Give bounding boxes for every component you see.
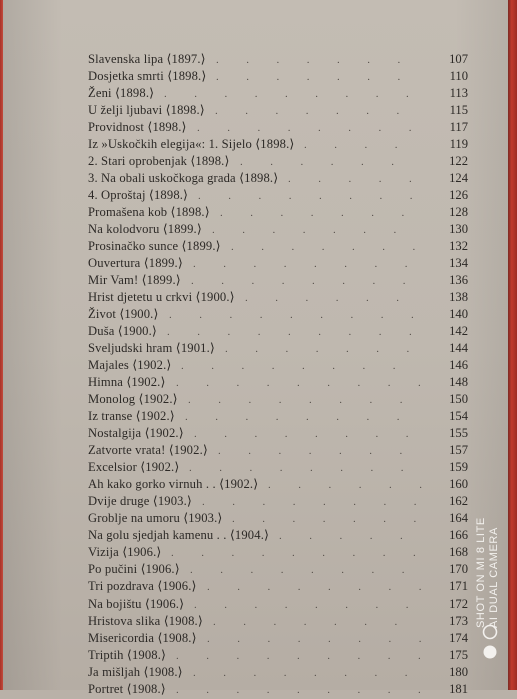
toc-entry-title: Monolog ⟨1902.⟩ <box>88 392 178 407</box>
toc-entry-title: Misericordia ⟨1908.⟩ <box>88 630 197 645</box>
toc-entry <box>88 561 468 578</box>
leader-dots <box>176 647 422 665</box>
toc-entry <box>88 323 468 340</box>
toc-entry-title: Hristova slika ⟨1908.⟩ <box>88 613 203 628</box>
leader-dots <box>197 119 422 137</box>
leader-dots <box>240 153 422 171</box>
toc-entry-page: 170 <box>449 562 468 577</box>
toc-entry-title: Ja mišljah ⟨1908.⟩ <box>88 664 183 679</box>
toc-entry <box>88 255 468 272</box>
toc-entry-page: 150 <box>449 392 468 407</box>
toc-entry <box>88 306 468 323</box>
toc-entry-page: 168 <box>449 545 468 560</box>
leader-dots <box>190 561 422 579</box>
leader-dots <box>164 85 422 103</box>
toc-entry-title: Groblje na umoru ⟨1903.⟩ <box>88 511 223 526</box>
leader-dots <box>216 51 422 69</box>
toc-entry <box>88 204 468 221</box>
toc-entry-title: Duša ⟨1900.⟩ <box>88 324 157 339</box>
toc-entry-title: Vizija ⟨1906.⟩ <box>88 545 162 560</box>
leader-dots <box>193 664 422 682</box>
toc-entry-title: Portret ⟨1908.⟩ <box>88 681 166 696</box>
toc-entry-title: Prosinačko sunce ⟨1899.⟩ <box>88 239 221 254</box>
toc-entry-title: Na bojištu ⟨1906.⟩ <box>88 596 185 611</box>
toc-entry-title: Triptih ⟨1908.⟩ <box>88 647 167 662</box>
toc-entry-title: 4. Oproštaj ⟨1898.⟩ <box>88 188 189 203</box>
toc-entry-page: 166 <box>449 528 468 543</box>
leader-dots <box>185 408 422 426</box>
toc-entry-page: 119 <box>449 137 468 152</box>
toc-entry-title: Ouvertura ⟨1899.⟩ <box>88 256 183 271</box>
leader-dots <box>225 340 422 358</box>
toc-entry-page: 138 <box>449 290 468 305</box>
toc-entry <box>88 391 468 408</box>
toc-entry <box>88 647 468 664</box>
leader-dots <box>232 510 422 528</box>
toc-entry-page: 172 <box>449 596 468 611</box>
leader-dots <box>279 527 422 545</box>
toc-entry <box>88 85 468 102</box>
watermark-line-1: SHOT ON MI 8 LITE <box>475 517 487 628</box>
toc-entry-title: Excelsior ⟨1902.⟩ <box>88 460 180 475</box>
leader-dots <box>193 255 422 273</box>
leader-dots <box>176 374 422 392</box>
watermark-line-2: AI DUAL CAMERA <box>488 527 500 628</box>
toc-entry-title: Hrist djetetu u crkvi ⟨1900.⟩ <box>88 290 235 305</box>
toc-entry <box>88 408 468 425</box>
toc-entry <box>88 136 468 153</box>
toc-entry <box>88 68 468 85</box>
toc-entry-title: Iz »Uskočkih elegija«: 1. Sijelo ⟨1898.⟩ <box>88 137 295 152</box>
toc-entry <box>88 613 468 630</box>
toc-entry-page: 155 <box>449 426 468 441</box>
toc-entry-page: 159 <box>449 460 468 475</box>
toc-entry <box>88 527 468 544</box>
toc-entry-page: 124 <box>449 171 468 186</box>
toc-entry-page: 175 <box>449 647 468 662</box>
toc-entry <box>88 596 468 613</box>
toc-entry <box>88 340 468 357</box>
leader-dots <box>288 170 422 188</box>
toc-entry-page: 180 <box>449 664 468 679</box>
toc-entry <box>88 289 468 306</box>
leader-dots <box>218 442 422 460</box>
toc-entry-title: Slavenska lipa ⟨1897.⟩ <box>88 52 206 66</box>
toc-entry-title: Majales ⟨1902.⟩ <box>88 358 172 373</box>
toc-entry <box>88 630 468 647</box>
leader-dots <box>213 613 422 631</box>
toc-entry-page: 148 <box>449 375 468 390</box>
toc-entry-title: Na kolodvoru ⟨1899.⟩ <box>88 222 202 237</box>
toc-entry-page: 117 <box>449 120 468 135</box>
toc-entry <box>88 187 468 204</box>
toc-entry-title: Promašena kob ⟨1898.⟩ <box>88 205 210 220</box>
camera-watermark <box>475 500 515 670</box>
toc-entry-page: 128 <box>449 205 468 220</box>
toc-entry <box>88 119 468 136</box>
toc-entry-title: Na golu sjedjah kamenu . . ⟨1904.⟩ <box>88 528 270 543</box>
toc-entry-title: Ah kako gorko virnuh . . ⟨1902.⟩ <box>88 477 259 492</box>
toc-entry <box>88 170 468 187</box>
toc-entry-page: 136 <box>449 273 468 288</box>
toc-entry-page: 122 <box>449 154 468 169</box>
toc-entry-page: 174 <box>449 630 468 645</box>
toc-entry <box>88 221 468 238</box>
leader-dots <box>171 544 422 562</box>
toc-entry <box>88 238 468 255</box>
toc-entry <box>88 510 468 527</box>
toc-entry-title: U želji ljubavi ⟨1898.⟩ <box>88 103 205 118</box>
toc-entry-page: 144 <box>449 341 468 356</box>
toc-entry-page: 130 <box>449 222 468 237</box>
toc-entry-page: 115 <box>449 103 468 118</box>
leader-dots <box>207 630 422 648</box>
leader-dots <box>245 289 422 307</box>
toc-entry-title: 2. Stari oprobenjak ⟨1898.⟩ <box>88 154 230 169</box>
toc-entry <box>88 681 468 698</box>
leader-dots <box>167 323 422 341</box>
watermark-logo-icon <box>478 624 502 662</box>
leader-dots <box>191 272 422 290</box>
toc-entry-title: 3. Na obali uskočkoga grada ⟨1898.⟩ <box>88 171 279 186</box>
toc-entry-title: Sveljudski hram ⟨1901.⟩ <box>88 341 215 356</box>
leader-dots <box>215 102 422 120</box>
leader-dots <box>231 238 422 256</box>
toc-entry-page: 160 <box>449 477 468 492</box>
toc-entry-title: Ženi ⟨1898.⟩ <box>88 86 155 101</box>
toc-entry-title: Po pučini ⟨1906.⟩ <box>88 562 180 577</box>
toc-entry-page: 173 <box>449 613 468 628</box>
leader-dots <box>189 459 422 477</box>
toc-entry-page: 164 <box>449 511 468 526</box>
toc-entry-page: 162 <box>449 494 468 509</box>
toc-entry <box>88 493 468 510</box>
toc-entry-title: Zatvorte vrata! ⟨1902.⟩ <box>88 443 208 458</box>
toc-entry-title: Tri pozdrava ⟨1906.⟩ <box>88 579 197 594</box>
toc-entry <box>88 102 468 119</box>
toc-entry <box>88 578 468 595</box>
toc-entry <box>88 272 468 289</box>
table-of-contents <box>88 51 468 698</box>
toc-entry-title: Himna ⟨1902.⟩ <box>88 375 166 390</box>
toc-entry-page: 181 <box>449 681 468 696</box>
toc-entry <box>88 544 468 561</box>
toc-entry-page: 171 <box>449 579 468 594</box>
toc-entry-page: 113 <box>449 86 468 101</box>
leader-dots <box>202 493 422 511</box>
toc-entry-page: 107 <box>449 52 468 66</box>
leader-dots <box>194 425 422 443</box>
leader-dots <box>198 187 422 205</box>
leader-dots <box>212 221 422 239</box>
toc-entry-page: 142 <box>449 324 468 339</box>
toc-entry-page: 146 <box>449 358 468 373</box>
toc-entry-page: 132 <box>449 239 468 254</box>
leader-dots <box>304 136 422 154</box>
toc-entry <box>88 374 468 391</box>
leader-dots <box>194 596 422 614</box>
leader-dots <box>188 391 422 409</box>
toc-entry-title: Dvije druge ⟨1903.⟩ <box>88 494 192 509</box>
toc-entry <box>88 442 468 459</box>
toc-entry <box>88 51 468 68</box>
toc-entry-page: 140 <box>449 307 468 322</box>
toc-entry-title: Mir Vam! ⟨1899.⟩ <box>88 273 181 288</box>
toc-entry <box>88 664 468 681</box>
toc-entry <box>88 425 468 442</box>
toc-entry-page: 110 <box>449 69 468 84</box>
watermark-text <box>475 500 501 628</box>
toc-entry-page: 154 <box>449 409 468 424</box>
toc-entry <box>88 476 468 493</box>
leader-dots <box>220 204 422 222</box>
toc-entry <box>88 357 468 374</box>
toc-entry <box>88 459 468 476</box>
toc-entry-page: 157 <box>449 443 468 458</box>
leader-dots <box>207 578 422 596</box>
leader-dots <box>268 476 422 494</box>
book-cover-edge-left <box>0 0 3 690</box>
toc-entry-title: Iz transe ⟨1902.⟩ <box>88 409 175 424</box>
toc-entry-page: 126 <box>449 188 468 203</box>
toc-entry-title: Dosjetka smrti ⟨1898.⟩ <box>88 69 207 84</box>
toc-entry-title: Život ⟨1900.⟩ <box>88 307 159 322</box>
toc-entry-page: 134 <box>449 256 468 271</box>
toc-entry-title: Nostalgija ⟨1902.⟩ <box>88 426 184 441</box>
leader-dots <box>169 306 422 324</box>
toc-entry-title: Providnost ⟨1898.⟩ <box>88 120 187 135</box>
toc-entry <box>88 153 468 170</box>
leader-dots <box>216 68 422 86</box>
leader-dots <box>181 357 422 375</box>
